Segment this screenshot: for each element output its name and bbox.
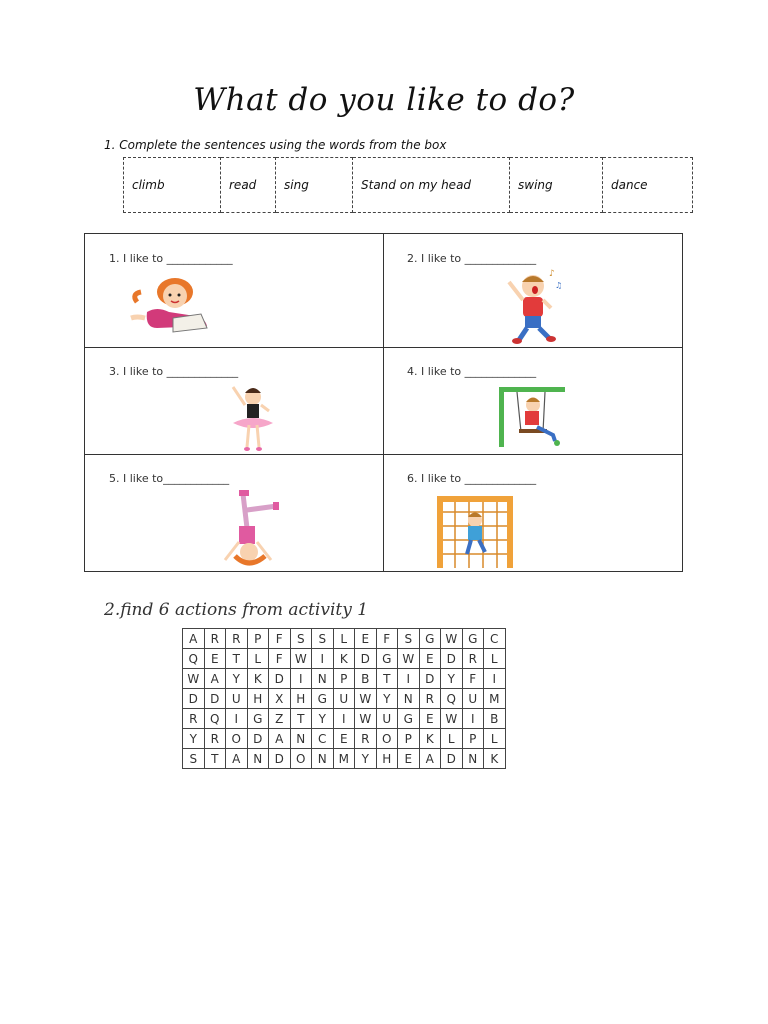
word-search-letter[interactable]: T (376, 669, 398, 689)
word-search-letter[interactable]: G (312, 689, 334, 709)
word-search-letter[interactable]: S (398, 629, 420, 649)
word-search-letter[interactable]: Y (226, 669, 248, 689)
item-cell-6 (383, 454, 684, 571)
word-search-letter[interactable]: G (462, 629, 484, 649)
word-search-letter[interactable]: I (226, 709, 248, 729)
item-cell-4 (383, 347, 684, 454)
word-search-letter[interactable]: C (484, 629, 506, 649)
word-search-letter[interactable]: W (355, 689, 377, 709)
word-search-letter[interactable]: I (462, 709, 484, 729)
word-search-letter[interactable]: A (204, 669, 226, 689)
word-search-letter[interactable]: B (484, 709, 506, 729)
word-search-letter[interactable]: M (484, 689, 506, 709)
word-search-letter[interactable]: W (355, 709, 377, 729)
word-search-letter[interactable]: Z (269, 709, 291, 729)
section-2-title: 2.find 6 actions from activity 1 (104, 600, 369, 620)
word-search-letter[interactable]: Y (355, 749, 377, 769)
word-search-letter[interactable]: O (376, 729, 398, 749)
word-box-item: climb (124, 158, 221, 213)
word-search-letter[interactable]: E (204, 649, 226, 669)
item-label: 1. I like to ____________ (109, 252, 233, 265)
word-search-letter[interactable]: L (441, 729, 463, 749)
word-search-letter[interactable]: L (333, 629, 355, 649)
word-search-letter[interactable]: G (376, 649, 398, 669)
word-search-letter[interactable]: R (355, 729, 377, 749)
word-search-letter[interactable]: W (398, 649, 420, 669)
word-search-letter[interactable]: X (269, 689, 291, 709)
word-search-letter[interactable]: D (355, 649, 377, 669)
word-search-letter[interactable]: Y (441, 669, 463, 689)
word-search-letter[interactable]: T (226, 649, 248, 669)
word-search-letter[interactable]: G (398, 709, 420, 729)
word-search-letter[interactable]: I (290, 669, 312, 689)
word-search-letter[interactable]: N (312, 749, 334, 769)
word-search-letter[interactable]: I (398, 669, 420, 689)
item-label: 2. I like to _____________ (407, 252, 537, 265)
word-search-letter[interactable]: H (247, 689, 269, 709)
word-box-item: swing (510, 158, 603, 213)
word-search-letter[interactable]: L (247, 649, 269, 669)
word-search-letter[interactable]: E (419, 649, 441, 669)
word-search-row (183, 669, 506, 689)
word-search-letter[interactable]: R (462, 649, 484, 669)
picture-grid (84, 233, 683, 572)
word-search-letter[interactable]: U (333, 689, 355, 709)
svg-text:♪: ♪ (549, 269, 555, 279)
word-search-letter[interactable]: D (183, 689, 205, 709)
word-search-letter[interactable]: N (462, 749, 484, 769)
word-search-letter[interactable]: F (462, 669, 484, 689)
word-search-letter[interactable]: M (333, 749, 355, 769)
girl-handstand-icon (219, 490, 289, 566)
word-search-letter[interactable]: E (419, 709, 441, 729)
word-search-letter[interactable]: A (419, 749, 441, 769)
word-search-letter[interactable]: E (355, 629, 377, 649)
word-search-letter[interactable]: H (290, 689, 312, 709)
item-cell-3 (85, 347, 383, 454)
word-search-letter[interactable]: G (247, 709, 269, 729)
word-search-letter[interactable]: D (419, 669, 441, 689)
boy-climbing-net-icon (435, 494, 515, 570)
word-search-letter[interactable]: W (183, 669, 205, 689)
word-search-row (183, 749, 506, 769)
word-search-letter[interactable]: R (183, 709, 205, 729)
word-search-letter[interactable]: D (269, 749, 291, 769)
word-box-item: dance (603, 158, 693, 213)
word-search-letter[interactable]: D (441, 649, 463, 669)
word-search-letter[interactable]: T (204, 749, 226, 769)
word-search-letter[interactable]: P (247, 629, 269, 649)
word-search-letter[interactable]: O (226, 729, 248, 749)
item-label: 6. I like to _____________ (407, 472, 537, 485)
word-box (123, 157, 693, 213)
item-label: 5. I like to____________ (109, 472, 230, 485)
ballerina-dancing-icon (225, 383, 277, 453)
word-search-letter[interactable]: W (441, 709, 463, 729)
word-search-letter[interactable]: S (312, 629, 334, 649)
word-search-row (183, 689, 506, 709)
item-cell-5 (85, 454, 383, 571)
word-search-letter[interactable]: O (290, 749, 312, 769)
word-search-row (183, 709, 506, 729)
word-search-letter[interactable]: H (376, 749, 398, 769)
word-search-letter[interactable]: F (269, 649, 291, 669)
word-search-letter[interactable]: Q (183, 649, 205, 669)
word-search-letter[interactable]: N (290, 729, 312, 749)
word-search-letter[interactable]: D (269, 669, 291, 689)
word-search-letter[interactable]: R (204, 629, 226, 649)
word-search-letter[interactable]: N (398, 689, 420, 709)
svg-text:♫: ♫ (555, 281, 563, 290)
page-title: What do you like to do? (193, 82, 575, 118)
word-search-letter[interactable]: R (419, 689, 441, 709)
item-label: 3. I like to _____________ (109, 365, 239, 378)
instruction-text: 1. Complete the sentences using the words from the box (104, 138, 447, 152)
word-search-letter[interactable]: U (462, 689, 484, 709)
word-search-letter[interactable]: W (290, 649, 312, 669)
word-box-item: sing (276, 158, 353, 213)
word-search-letter[interactable]: K (419, 729, 441, 749)
word-search-letter[interactable]: C (312, 729, 334, 749)
word-search-letter[interactable]: Y (312, 709, 334, 729)
word-search-letter[interactable]: F (269, 629, 291, 649)
word-search-letter[interactable]: Q (441, 689, 463, 709)
boy-singing-icon (501, 266, 565, 346)
word-search-letter[interactable]: A (183, 629, 205, 649)
item-cell-2 (383, 234, 684, 347)
word-search-letter[interactable]: P (398, 729, 420, 749)
word-search-letter[interactable]: K (484, 749, 506, 769)
word-search-letter[interactable]: D (441, 749, 463, 769)
word-search-row (183, 729, 506, 749)
word-search-row (183, 649, 506, 669)
word-search-letter[interactable]: N (312, 669, 334, 689)
word-search-letter[interactable]: L (484, 649, 506, 669)
word-search-letter[interactable]: B (355, 669, 377, 689)
word-search-grid (182, 628, 506, 769)
word-search-letter[interactable]: S (290, 629, 312, 649)
word-search-letter[interactable]: U (376, 709, 398, 729)
word-search-letter[interactable]: S (183, 749, 205, 769)
item-label: 4. I like to _____________ (407, 365, 537, 378)
word-search-letter[interactable]: E (398, 749, 420, 769)
boy-swinging-icon (497, 385, 569, 449)
word-search-letter[interactable]: W (441, 629, 463, 649)
word-search-letter[interactable]: Y (376, 689, 398, 709)
word-search-letter[interactable]: D (247, 729, 269, 749)
word-search-letter[interactable]: A (269, 729, 291, 749)
girl-reading-icon (127, 272, 217, 340)
word-search-letter[interactable]: R (204, 729, 226, 749)
word-search-letter[interactable]: P (333, 669, 355, 689)
word-search-letter[interactable]: Q (204, 709, 226, 729)
word-search-letter[interactable]: K (333, 649, 355, 669)
word-search-letter[interactable]: L (484, 729, 506, 749)
word-search-letter[interactable]: I (484, 669, 506, 689)
word-search-letter[interactable]: Y (183, 729, 205, 749)
word-search-letter[interactable]: P (462, 729, 484, 749)
word-search-letter[interactable]: A (226, 749, 248, 769)
word-search-letter[interactable]: F (376, 629, 398, 649)
word-search-letter[interactable]: I (312, 649, 334, 669)
word-box-item: Stand on my head (353, 158, 510, 213)
word-search-letter[interactable]: E (333, 729, 355, 749)
word-box-item: read (221, 158, 276, 213)
word-search-letter[interactable]: G (419, 629, 441, 649)
word-search-letter[interactable]: T (290, 709, 312, 729)
word-search-letter[interactable]: D (204, 689, 226, 709)
word-search-letter[interactable]: K (247, 669, 269, 689)
item-cell-1 (85, 234, 383, 347)
word-search-letter[interactable]: R (226, 629, 248, 649)
word-search-letter[interactable]: U (226, 689, 248, 709)
word-search-row (183, 629, 506, 649)
word-search-letter[interactable]: N (247, 749, 269, 769)
word-search-letter[interactable]: I (333, 709, 355, 729)
